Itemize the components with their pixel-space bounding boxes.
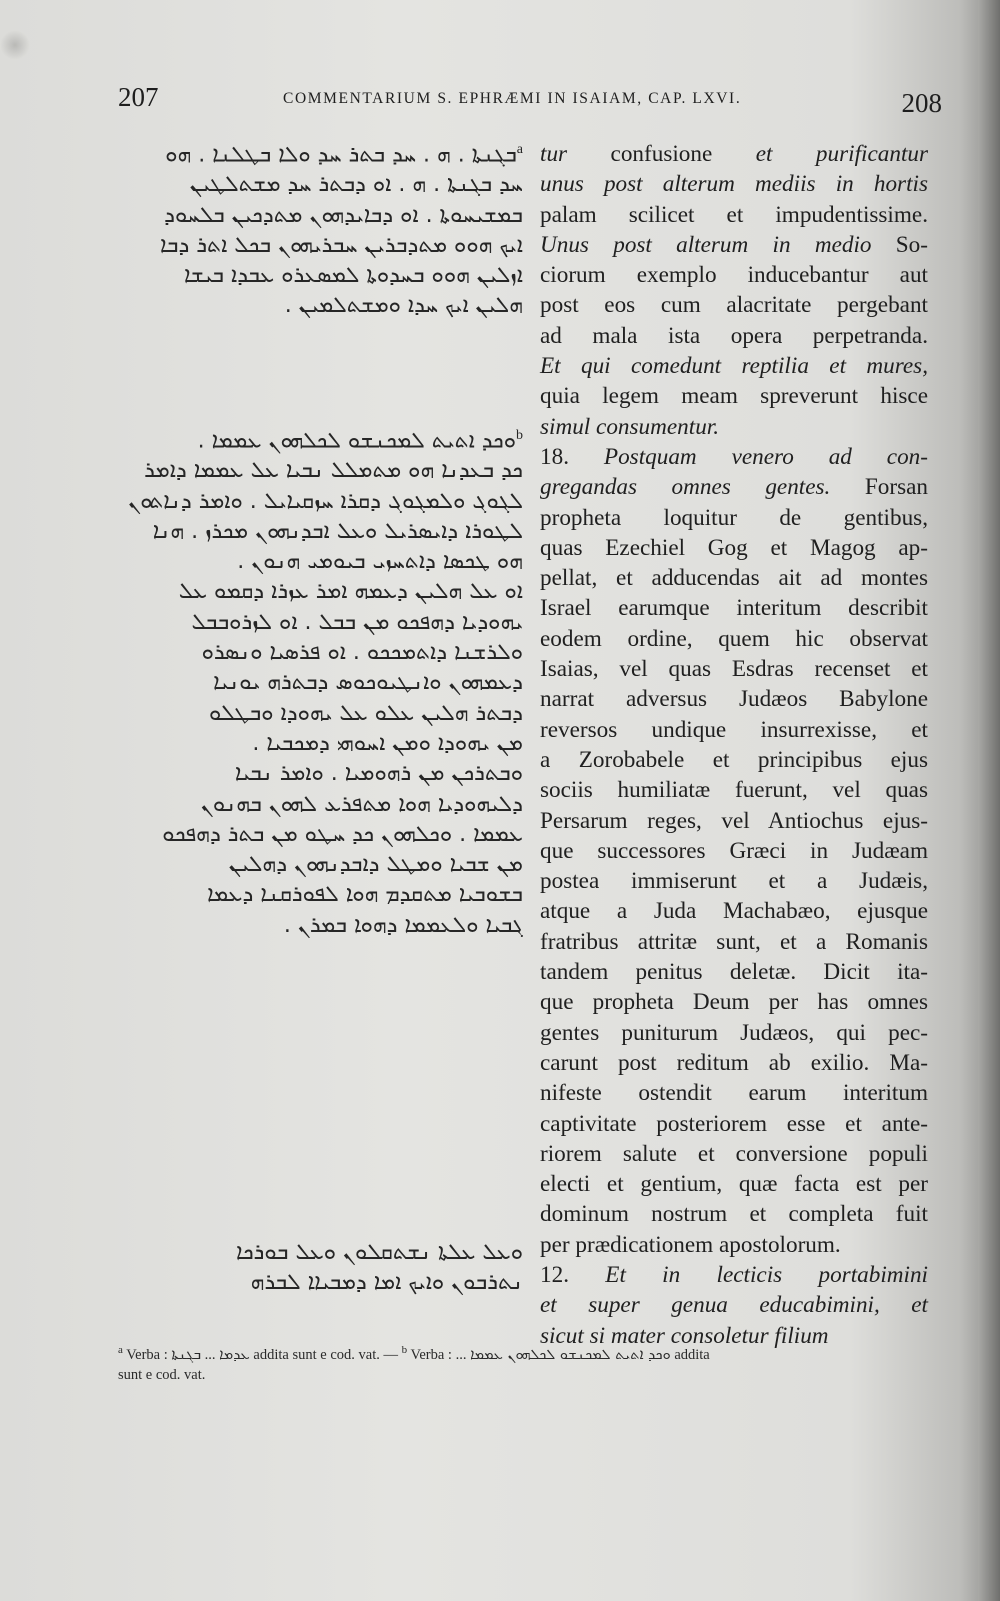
syriac-line-text: ܘܟܕ ܐܬܝܬ ܠܡܟܢܫܘ ܠܟܠܗܘܢ ܥܡܡܐ .: [197, 428, 516, 454]
latin-text: confusione: [567, 141, 756, 167]
syriac-line: [118, 1270, 523, 1300]
latin-text: nifeste ostendit earum interitum: [540, 1080, 928, 1107]
latin-text: Israel earumque interitum describit: [540, 595, 928, 622]
footnotes: [118, 1340, 930, 1385]
book-spine-shadow: [978, 0, 1000, 1601]
syriac-line-text: ܘܥܠ ܥܠܬܐ ܢܫܬܩܠܘܢ ܘܥܠ ܒܘܪܟܐ: [235, 1240, 523, 1265]
syriac-line: [118, 882, 523, 912]
syriac-line: [118, 731, 523, 761]
latin-text: Isaias, vel quas Esdras recenset et: [540, 656, 928, 683]
syriac-line: [118, 489, 523, 519]
latin-line: [540, 381, 928, 411]
latin-italic-text: tur: [540, 141, 568, 167]
syriac-line-text: ܒܡܫܝܚܘܬܐ . ܐܘ ܕܒܐܝܕܗܘܢ ܡܬܕܟܝܢ ܒܠܚܘܕ: [164, 202, 523, 228]
latin-italic-text: Postquam venero ad con-: [603, 443, 929, 470]
latin-line: [540, 230, 928, 260]
latin-line: [540, 200, 928, 230]
latin-text: postea immiserunt et a Judæis,: [540, 868, 928, 895]
latin-text: fratribus attritæ sunt, et a Romanis: [540, 928, 928, 955]
latin-line: [540, 896, 928, 926]
syriac-line-text: ܚܕ ܒܓܢܬܐ . ܗ . ܐܘ ܕܒܬܪ ܚܕ ܡܫܬܠܛܝܢ: [189, 172, 523, 198]
footnote-b-syriac: ܘܟܕ ܐܬܝܬ ܠܡܟܢܫܘ ܠܟܠܗܘܢ ܥܡܡܐ: [470, 1346, 671, 1363]
latin-italic-text: sicut si mater consoletur filium: [540, 1322, 829, 1349]
syriac-line: [118, 610, 523, 640]
latin-text: quas Ezechiel Gog et Magog ap-: [540, 534, 928, 561]
syriac-line: [118, 142, 523, 172]
footnote-a-syriac-end: ܥܕܡܐ: [219, 1346, 250, 1363]
latin-line: [540, 745, 928, 775]
latin-text: eodem ordine, quem hic observat: [540, 625, 928, 652]
latin-line: [540, 927, 928, 957]
syriac-line: [118, 670, 523, 700]
latin-text: propheta loquitur de gentibus,: [540, 504, 928, 531]
syriac-line: [118, 852, 523, 882]
latin-line: [540, 775, 928, 805]
syriac-line-text: ܢܬܪܒܘܢ ܘܐܝܟ ܐܡܐ ܕܡܒܝܐܐ ܠܒܪܗ: [250, 1270, 523, 1296]
syriac-line-text: ܝܗܘܕܝܐ ܕܗܦܟܘ ܡܢ ܒܒܠ . ܐܘ ܠܙܪܘܒܒܠ: [191, 609, 523, 635]
syriac-line-text: ܠܛܘܪܐ ܕܐܝܣܪܝܠ ܘܥܠ ܐܒܕܢܗܘܢ ܡܟܪܙ . ܗܢܐ: [152, 518, 523, 544]
latin-italic-text: simul consumentur.: [540, 413, 720, 440]
syriac-line: [118, 203, 523, 233]
syriac-line: [118, 701, 523, 731]
syriac-text-block-1: [118, 142, 523, 324]
latin-line: [540, 290, 928, 320]
syriac-line-text: ܥܡܡܐ . ܘܟܠܗܘܢ ܟܕ ܚܛܘ ܡܢ ܒܬܪ ܕܗܦܟܘ: [162, 821, 523, 847]
syriac-line-text: ܒܫܘܒܝܐ ܡܬܩܕܡ ܗܘܐ ܠܦܘܪܩܢܐ ܕܥܡܐ: [207, 882, 523, 908]
syriac-line-text: ܕܠܝܗܘܕܝܐ ܗܘܐ ܡܬܦܪܥ ܠܗܘܢ ܒܗܢܘܢ: [200, 791, 523, 817]
latin-line: [540, 442, 928, 472]
latin-line: [540, 503, 928, 533]
latin-text: 18.: [540, 443, 604, 470]
footnote-b-mark: b: [401, 1344, 408, 1356]
syriac-line-text: ܕܥܡܗܘܢ ܘܐܢܛܝܘܟܘܣ ܕܒܬܪܗ ܝܘܢܝܐ: [213, 670, 523, 696]
latin-line: [540, 1048, 928, 1078]
latin-text: Persarum reges, vel Antiochus ejus-: [540, 807, 928, 834]
latin-text: tandem penitus deletæ. Dicit ita-: [540, 959, 928, 986]
latin-line: [540, 1260, 928, 1290]
latin-line: [540, 351, 928, 381]
syriac-line-text: ܗܠܝܢ ܐܝܟ ܚܕܐ ܘܡܫܬܠܡܝܢ .: [284, 293, 523, 319]
syriac-line: [118, 519, 523, 549]
latin-line: [540, 1078, 928, 1108]
latin-text: palam scilicet et impudentissime.: [540, 201, 928, 228]
latin-line: [540, 715, 928, 745]
syriac-line: [118, 428, 523, 458]
latin-text: gentes puniturum Judæos, qui pec-: [540, 1019, 928, 1046]
latin-italic-text: Et qui comedunt reptilia et mures,: [540, 353, 928, 380]
running-title: COMMENTARIUM S. EPHRÆMI IN ISAIAM, CAP. LXVI.: [283, 90, 742, 107]
latin-text: reversos undique insurrexisse, et: [540, 716, 928, 743]
latin-text: atque a Juda Machabæo, ejusque: [540, 898, 928, 925]
syriac-line-text: ܘܠܪܫܢܐ ܕܐܬܡܟܟܘ . ܐܘ ܦܪܣܝܐ ܘܢܣܪܘ: [201, 640, 523, 666]
latin-line: [540, 563, 928, 593]
latin-line: [540, 1199, 928, 1229]
latin-line: [540, 321, 928, 351]
syriac-line: [118, 822, 523, 852]
syriac-line: [118, 640, 523, 670]
latin-text: ciorum exemplo inducebantur aut: [540, 262, 928, 289]
syriac-line: [118, 761, 523, 791]
latin-line: [540, 412, 928, 442]
latin-line: [540, 806, 928, 836]
latin-line: [540, 169, 928, 199]
latin-italic-text: gregandas omnes gentes.: [540, 474, 831, 501]
latin-italic-text: et purificantur: [755, 141, 929, 167]
latin-text: que successores Græci in Judæam: [540, 837, 928, 864]
syriac-line: [118, 233, 523, 263]
latin-text: carunt post reditum ab exilio. Ma-: [540, 1049, 928, 1076]
latin-italic-text: Unus post alterum in medio: [540, 231, 872, 258]
footnote-reference-mark: a: [516, 142, 523, 157]
latin-text: captivitate posteriorem esse et ante-: [540, 1110, 928, 1137]
latin-line: [540, 533, 928, 563]
page-smudge: [0, 30, 30, 60]
syriac-line-text: ܓܒܝܐ ܘܠܥܡܡܐ ܕܗܘܐ ܒܡܪܢ .: [283, 912, 523, 938]
syriac-line-text: ܗܘ ܛܟܣܐ ܕܐܬܚܙܝ ܒܝܘܡܝ ܗܢܘܢ .: [237, 549, 523, 575]
latin-text: pellat, et adducendas ait ad montes: [540, 565, 928, 592]
latin-line: [540, 1169, 928, 1199]
latin-text: post eos cum alacritate pergebant: [540, 292, 928, 319]
latin-line: [540, 654, 928, 684]
latin-text: Forsan: [830, 474, 928, 501]
syriac-line-text: ܐܘ ܥܠ ܗܠܝܢ ܕܥܡܗ ܐܡܪ ܥܙܪܐ ܕܩܡܘ ܥܠ: [178, 579, 523, 605]
page-number-left: 207: [118, 82, 159, 112]
syriac-line: [118, 549, 523, 579]
footnote-b-prefix: Verba : ...: [410, 1346, 467, 1363]
latin-text: So-: [871, 231, 928, 258]
syriac-line-text: ܐܝܟ ܗܘܘ ܡܬܕܒܪܝܢ ܚܒܪܝܗܘܢ ܒܟܠ ܐܬܪ ܕܒܐ: [160, 232, 523, 258]
latin-line: [540, 1139, 928, 1169]
syriac-line: [118, 293, 523, 323]
footnote-b-suffix: addita: [674, 1346, 710, 1363]
latin-text: per prædicationem apostolorum.: [540, 1231, 841, 1258]
latin-line: [540, 866, 928, 896]
syriac-line: [118, 913, 523, 943]
syriac-line-text: ܡܢ ܝܗܘܕܐ ܘܡܢ ܐܚܘܗܝ ܕܡܟܒܝܐ .: [252, 730, 523, 756]
latin-line: [540, 1018, 928, 1048]
syriac-line-text: ܒܓܢܬܐ . ܗ . ܚܕ ܒܬܪ ܚܕ ܘܠܐ ܒܛܠܢܐ . ܗܘ: [165, 142, 517, 168]
syriac-text-block-2: [118, 428, 523, 943]
syriac-text-block-3: [118, 1240, 523, 1301]
footnote-a-prefix: Verba :: [126, 1346, 168, 1363]
syriac-line-text: ܕܒܬܪ ܗܠܝܢ ܥܠܘ ܥܠ ܝܗܘܕܐ ܘܒܛܠܘ: [209, 700, 523, 726]
latin-line: [540, 1290, 928, 1320]
latin-line: [540, 1109, 928, 1139]
latin-text: que propheta Deum per has omnes: [540, 989, 928, 1016]
latin-line: [540, 593, 928, 623]
latin-line: [540, 957, 928, 987]
latin-line: [540, 260, 928, 290]
footnote-a-suffix: addita sunt e cod. vat. —: [253, 1346, 398, 1363]
latin-text: a Zorobabele et principibus ejus: [540, 746, 928, 773]
latin-line: [540, 836, 928, 866]
syriac-line-text: ܘܒܬܪܟܢ ܡܢ ܪܗܘܡܝܐ . ܘܐܡܪ ܢܒܝܐ: [234, 761, 523, 787]
latin-line: [540, 624, 928, 654]
syriac-line: [118, 579, 523, 609]
syriac-line-text: ܡܢ ܫܒܝܐ ܘܡܛܠ ܕܐܒܕܢܗܘܢ ܕܗܠܝܢ: [228, 852, 523, 878]
syriac-line: [118, 263, 523, 293]
latin-text: sociis humiliatæ fuerunt, vel quas: [540, 777, 928, 804]
latin-text: narrat adversus Judæos Babylone: [540, 686, 928, 713]
syriac-line: [118, 792, 523, 822]
syriac-line: [118, 172, 523, 202]
latin-line: [540, 987, 928, 1017]
syriac-line-text: ܠܓܘܓ ܘܠܡܓܘܓ ܕܩܪܐ ܚܙܩܝܐܝܠ . ܘܐܡܪ ܕܢܐܬܘܢ: [128, 488, 523, 514]
page-number-right: 208: [901, 88, 942, 118]
latin-text: riorem salute et conversione populi: [540, 1140, 928, 1167]
footnote-line-2: sunt e cod. vat.: [118, 1366, 206, 1383]
latin-commentary-column: [540, 139, 928, 1351]
latin-line: [540, 472, 928, 502]
footnote-a-ellipsis: ...: [204, 1346, 216, 1363]
footnote-reference-mark: b: [516, 428, 523, 443]
latin-text: electi et gentium, quæ facta est per: [540, 1171, 928, 1198]
latin-text: 12.: [540, 1261, 606, 1288]
latin-text: ad mala ista opera perpetranda.: [540, 322, 928, 349]
latin-italic-text: Et in lecticis portabimini: [605, 1261, 928, 1288]
syriac-line-text: ܐܙܠܝܢ ܗܘܘ ܒܚܕܘܬܐ ܠܡܣܥܪܘ ܥܒܕܐ ܒܝܫܐ: [183, 263, 523, 289]
latin-line: [540, 1230, 928, 1260]
footnote-a-mark: a: [118, 1344, 123, 1356]
latin-text: dominum nostrum et completa fuit: [540, 1201, 928, 1228]
latin-text: quia legem meam spreverunt hisce: [540, 383, 928, 410]
footnote-line-1: [118, 1340, 930, 1365]
running-header: [118, 80, 942, 120]
latin-line: [540, 684, 928, 714]
footnote-a-syriac-start: ܒܓܢܬܐ: [171, 1346, 202, 1363]
syriac-line-text: ܟܕ ܒܥܕܢܐ ܗܘ ܡܬܡܠܠ ܢܒܝܐ ܥܠ ܥܡܡܐ ܕܐܡܪ: [144, 458, 523, 484]
latin-italic-text: et super genua educabimini, et: [540, 1292, 928, 1319]
syriac-line: [118, 1240, 523, 1270]
latin-italic-text: unus post alterum mediis in hortis: [540, 171, 928, 198]
syriac-line: [118, 458, 523, 488]
latin-line: [540, 139, 928, 169]
